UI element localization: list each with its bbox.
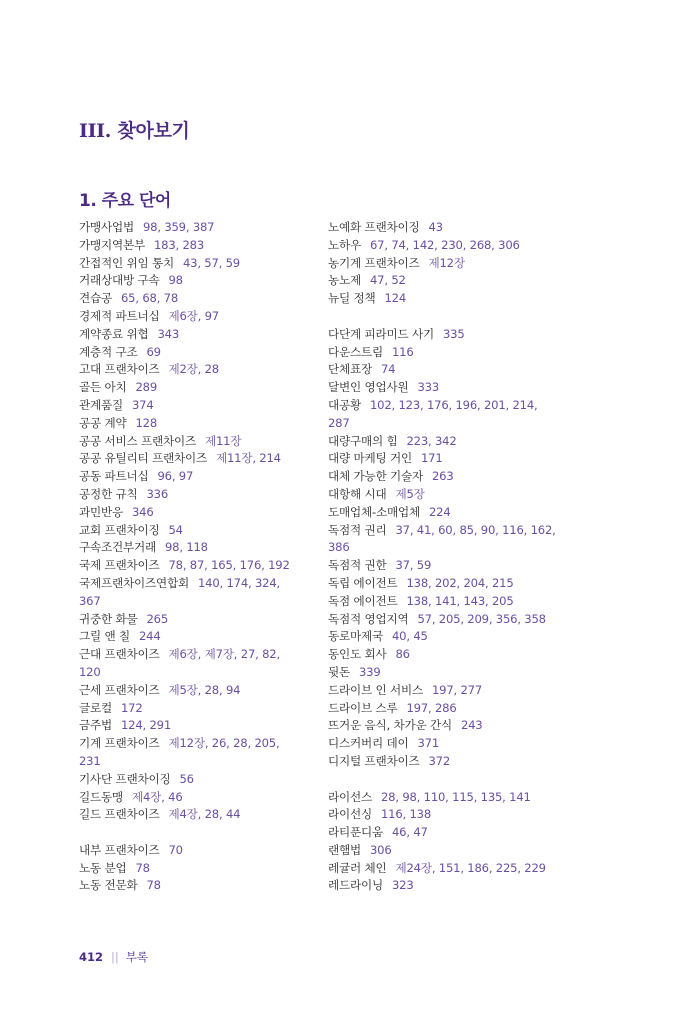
index-pages: 65, 68, 78	[121, 291, 178, 306]
index-pages: 336	[146, 486, 169, 501]
index-pages: 제4장, 28, 44	[168, 807, 241, 822]
index-entry	[79, 290, 301, 308]
index-term: 간접적인 위임 통치	[79, 255, 174, 270]
index-pages: 343	[157, 326, 180, 341]
index-entry	[79, 379, 301, 397]
index-entry	[328, 504, 560, 522]
index-term: 동인도 회사	[328, 647, 387, 662]
index-pages: 263	[431, 469, 454, 484]
index-pages: 323	[392, 878, 414, 893]
index-term: 공공 유틸리티 프랜차이즈	[79, 451, 207, 466]
index-pages: 57, 205, 209, 356, 358	[417, 611, 546, 626]
index-pages: 54	[168, 522, 183, 537]
index-term: 다운스트림	[328, 344, 383, 359]
index-term: 동로마제국	[328, 629, 383, 644]
index-term: 근대 프랜차이즈	[79, 647, 160, 662]
index-pages: 372	[428, 753, 451, 768]
index-pages: 제2장, 28	[168, 362, 219, 377]
index-entry	[79, 557, 301, 575]
index-entry	[328, 842, 560, 860]
index-pages: 183, 283	[154, 237, 205, 252]
index-term: 대공황	[328, 397, 361, 412]
index-pages: 제11장	[204, 433, 242, 448]
index-term: 과민반응	[79, 504, 123, 519]
index-entry	[328, 664, 560, 682]
index-entry	[328, 753, 560, 771]
index-pages: 333	[417, 380, 440, 395]
index-column-left	[79, 219, 301, 895]
index-pages: 98, 118	[165, 540, 208, 555]
index-term: 국제 프랜차이즈	[79, 558, 160, 573]
index-entry	[79, 628, 301, 646]
index-entry	[79, 361, 301, 379]
index-pages: 제12장, 26, 28, 205, 231	[79, 736, 280, 768]
index-pages: 138, 202, 204, 215	[406, 575, 514, 590]
index-entry	[328, 806, 560, 824]
index-term: 계층적 구조	[79, 344, 138, 359]
index-term: 뒷돈	[328, 664, 350, 679]
index-pages: 116	[392, 344, 414, 359]
index-entry	[328, 628, 560, 646]
index-entry	[79, 237, 301, 255]
index-term: 그릴 앤 칠	[79, 629, 130, 644]
index-term: 독점적 권리	[328, 522, 387, 537]
footer-separator: ||	[111, 950, 119, 964]
index-pages: 40, 45	[392, 629, 428, 644]
index-entry	[328, 877, 560, 895]
index-entry	[79, 860, 301, 878]
index-entry	[79, 255, 301, 273]
index-entry	[328, 379, 560, 397]
index-entry	[79, 486, 301, 504]
index-term: 금주법	[79, 718, 112, 733]
index-entry	[79, 308, 301, 326]
index-term: 근세 프랜차이즈	[79, 682, 160, 697]
index-pages: 335	[442, 326, 465, 341]
index-term: 노동 전문화	[79, 878, 138, 893]
index-entry	[79, 433, 301, 451]
index-entry	[79, 611, 301, 629]
index-term: 관계품질	[79, 397, 123, 412]
index-term: 기계 프랜차이즈	[79, 736, 160, 751]
index-entry	[328, 219, 560, 237]
index-term: 견습공	[79, 291, 112, 306]
index-pages: 371	[417, 736, 440, 751]
index-pages: 339	[359, 664, 381, 679]
index-pages: 197, 286	[406, 700, 457, 715]
index-entry	[79, 842, 301, 860]
index-term: 길드 프랜차이즈	[79, 807, 160, 822]
index-term: 라이선스	[328, 789, 372, 804]
index-term: 경제적 파트너십	[79, 308, 160, 323]
index-term: 대량구매의 힘	[328, 433, 398, 448]
index-pages: 46, 47	[392, 825, 428, 840]
index-entry	[328, 575, 560, 593]
index-term: 레드라이닝	[328, 878, 383, 893]
index-pages: 67, 74, 142, 230, 268, 306	[370, 237, 520, 252]
index-entry	[328, 290, 560, 308]
index-pages: 171	[420, 451, 443, 466]
index-pages: 78	[146, 878, 161, 893]
index-term: 독점적 권한	[328, 558, 387, 573]
index-term: 독립 에이전트	[328, 575, 398, 590]
index-pages: 306	[370, 842, 392, 857]
index-pages: 37, 41, 60, 85, 90, 116, 162, 386	[328, 522, 556, 555]
index-term: 농기계 프랜차이즈	[328, 255, 420, 270]
index-pages: 제5장, 28, 94	[168, 682, 241, 697]
index-pages: 116, 138	[381, 807, 432, 822]
index-pages: 346	[132, 504, 154, 519]
index-entry	[79, 450, 301, 468]
page-footer	[79, 949, 148, 965]
index-pages: 172	[121, 700, 143, 715]
index-pages: 138, 141, 143, 205	[406, 593, 514, 608]
index-pages: 78, 87, 165, 176, 192	[168, 558, 290, 573]
index-pages: 제5장	[395, 486, 425, 501]
index-entry	[328, 735, 560, 753]
index-term: 글로컬	[79, 700, 112, 715]
index-term: 공공 계약	[79, 415, 127, 430]
footer-section: 부록	[125, 950, 148, 964]
index-entry	[79, 522, 301, 540]
index-entry	[328, 593, 560, 611]
index-entry	[328, 433, 560, 451]
index-term: 뜨거운 음식, 차가운 간식	[328, 718, 452, 733]
index-entry	[79, 789, 301, 807]
index-term: 랜햄법	[328, 842, 361, 857]
index-pages: 74	[381, 362, 396, 377]
index-term: 라이선싱	[328, 807, 372, 822]
index-entry	[328, 557, 560, 575]
index-pages: 243	[460, 718, 483, 733]
index-entry	[79, 504, 301, 522]
index-term: 드라이브 인 서비스	[328, 682, 423, 697]
index-entry	[328, 450, 560, 468]
index-term: 공정한 규칙	[79, 486, 138, 501]
index-entry	[79, 682, 301, 700]
index-term: 디스커버리 데이	[328, 736, 409, 751]
index-entry	[79, 539, 301, 557]
index-column-right	[328, 219, 560, 895]
index-pages: 374	[132, 397, 154, 412]
index-entry	[79, 344, 301, 362]
index-entry	[328, 486, 560, 504]
index-term: 가맹지역본부	[79, 237, 145, 252]
index-entry	[328, 272, 560, 290]
index-entry	[79, 397, 301, 415]
index-pages: 124, 291	[121, 718, 172, 733]
index-term: 대체 가능한 기술자	[328, 469, 423, 484]
index-term: 계약종료 위협	[79, 326, 149, 341]
index-entry	[328, 646, 560, 664]
index-entry	[79, 646, 301, 682]
index-pages: 265	[146, 611, 169, 626]
index-entry	[79, 415, 301, 433]
index-pages: 43, 57, 59	[182, 255, 240, 270]
index-entry	[79, 700, 301, 718]
index-entry	[328, 717, 560, 735]
index-pages: 102, 123, 176, 196, 201, 214, 287	[328, 397, 538, 430]
index-term: 대항해 시대	[328, 486, 387, 501]
index-pages: 86	[395, 647, 410, 662]
index-term: 공동 파트너십	[79, 469, 149, 484]
index-entry	[328, 522, 560, 558]
index-pages: 제11장, 214	[215, 451, 281, 466]
index-pages: 140, 174, 324, 367	[79, 575, 281, 608]
index-entry	[328, 789, 560, 807]
index-entry	[328, 237, 560, 255]
index-term: 농노제	[328, 273, 361, 288]
index-pages: 69	[146, 344, 161, 359]
index-term: 디지털 프랜차이즈	[328, 753, 420, 768]
index-entry	[328, 344, 560, 362]
index-term: 귀중한 화물	[79, 611, 138, 626]
index-term: 다단계 피라미드 사기	[328, 326, 434, 341]
index-entry	[328, 397, 560, 433]
index-pages: 98, 359, 387	[143, 220, 215, 234]
index-term: 대량 마케팅 거인	[328, 451, 412, 466]
page-number: 412	[79, 950, 104, 964]
index-term: 뉴딜 정책	[328, 291, 376, 306]
index-term: 도매업체-소매업체	[328, 504, 420, 519]
index-term: 고대 프랜차이즈	[79, 362, 160, 377]
index-pages: 43	[428, 220, 443, 234]
index-term: 구속조건부거래	[79, 540, 156, 555]
index-entry	[328, 682, 560, 700]
index-entry	[79, 771, 301, 789]
index-pages: 56	[179, 771, 194, 786]
index-term: 가맹사업법	[79, 220, 134, 234]
index-term: 달변인 영업사원	[328, 380, 409, 395]
index-term: 노하우	[328, 237, 361, 252]
index-term: 기사단 프랜차이징	[79, 771, 171, 786]
index-entry	[328, 824, 560, 842]
page-title: III. 찾아보기	[79, 120, 190, 142]
index-entry	[79, 735, 301, 771]
index-term: 교회 프랜차이징	[79, 522, 160, 537]
index-entry	[79, 219, 301, 237]
index-entry	[79, 806, 301, 824]
index-term: 거래상대방 구속	[79, 273, 160, 288]
index-pages: 제12장	[428, 255, 465, 270]
index-pages: 47, 52	[370, 273, 406, 288]
index-term: 길드동맹	[79, 789, 123, 804]
index-entry	[79, 326, 301, 344]
index-term: 골든 아치	[79, 380, 127, 395]
index-term: 라티푼디움	[328, 825, 383, 840]
index-entry	[79, 272, 301, 290]
index-pages: 70	[168, 842, 183, 857]
index-entry	[328, 361, 560, 379]
index-pages: 124	[384, 291, 407, 306]
index-term: 공공 서비스 프랜차이즈	[79, 433, 196, 448]
index-pages: 96, 97	[157, 469, 194, 484]
index-entry	[328, 255, 560, 273]
index-term: 레귤러 체인	[328, 860, 387, 875]
index-pages: 제24장, 151, 186, 225, 229	[395, 860, 546, 875]
index-pages: 197, 277	[431, 682, 482, 697]
index-term: 단체표장	[328, 362, 372, 377]
index-entry	[79, 717, 301, 735]
index-entry	[328, 611, 560, 629]
index-pages: 224	[428, 504, 451, 519]
index-pages: 제6장, 97	[168, 308, 219, 323]
index-term: 독점적 영업지역	[328, 611, 409, 626]
index-entry	[328, 468, 560, 486]
index-term: 드라이브 스루	[328, 700, 398, 715]
index-pages: 223, 342	[406, 433, 457, 448]
index-pages: 37, 59	[395, 558, 432, 573]
index-term: 노예화 프랜차이징	[328, 220, 420, 234]
index-pages: 제4장, 46	[132, 789, 183, 804]
index-pages: 289	[135, 380, 158, 395]
index-pages: 128	[135, 415, 158, 430]
index-pages: 98	[168, 273, 183, 288]
index-entry	[79, 575, 301, 611]
index-term: 내부 프랜차이즈	[79, 842, 160, 857]
index-term: 국제프랜차이즈연합회	[79, 575, 189, 590]
index-entry	[79, 468, 301, 486]
index-entry	[79, 877, 301, 895]
index-term: 노동 분업	[79, 860, 127, 875]
section-title: 1. 주요 단어	[79, 191, 171, 211]
index-pages: 78	[135, 860, 150, 875]
index-term: 독점 에이전트	[328, 593, 398, 608]
index-entry	[328, 326, 560, 344]
index-pages: 244	[138, 629, 161, 644]
index-pages: 제6장, 제7장, 27, 82, 120	[79, 647, 280, 679]
index-pages: 28, 98, 110, 115, 135, 141	[381, 789, 531, 804]
index-entry	[328, 860, 560, 878]
index-entry	[328, 700, 560, 718]
